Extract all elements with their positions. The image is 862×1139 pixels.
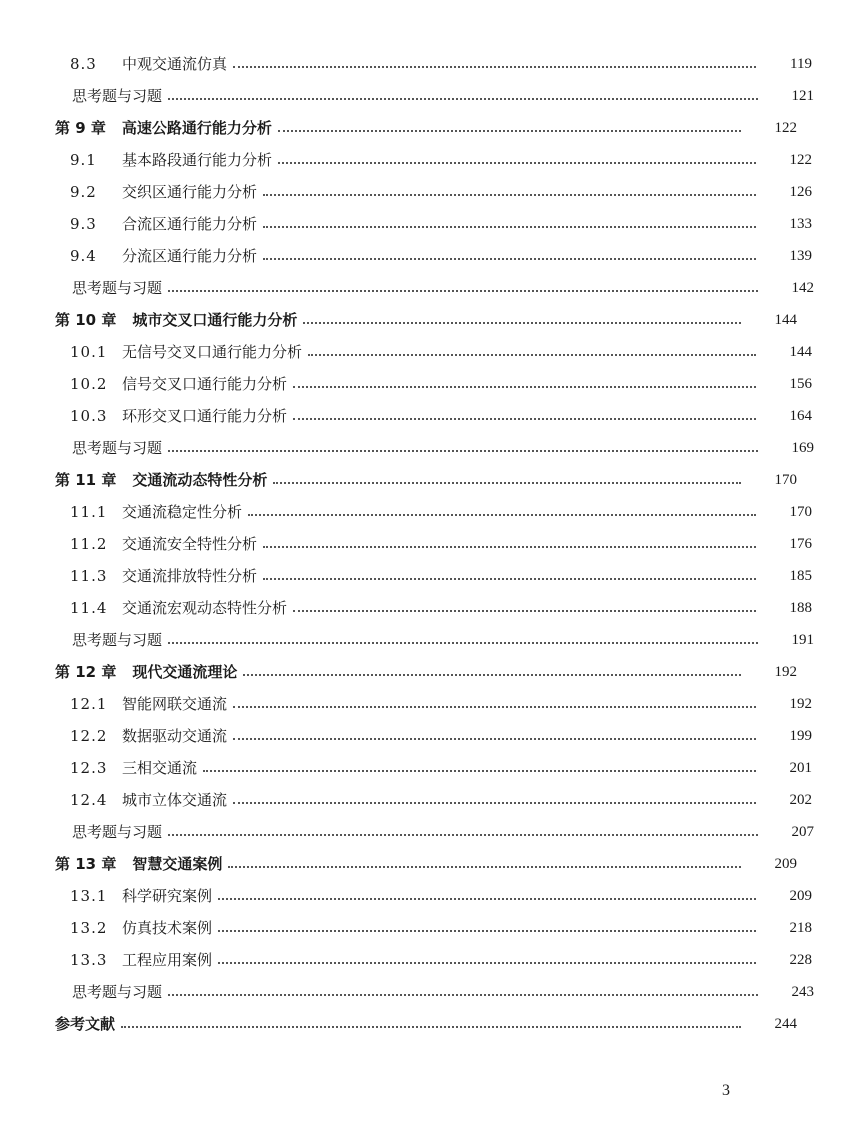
- toc-entry-page: 133: [789, 215, 812, 232]
- toc-entry-title: 智能网联交通流: [122, 694, 228, 713]
- toc-entry-page: 144: [774, 311, 797, 328]
- page-number: 3: [722, 1082, 730, 1099]
- toc-entry-number: 第 12 章: [55, 662, 117, 681]
- dot-leader: [248, 513, 756, 516]
- toc-entry-number: 第 11 章: [55, 470, 117, 489]
- toc-entry-page: 156: [789, 375, 812, 392]
- toc-entry-number: 8.3: [70, 54, 97, 73]
- dot-leader: [218, 897, 756, 900]
- toc-entry-chapter: [0, 464, 845, 496]
- dot-leader: [243, 673, 741, 676]
- toc-entry-exercise: [0, 816, 862, 848]
- toc-entry-page: 207: [791, 823, 814, 840]
- toc-entry-page: 188: [789, 599, 812, 616]
- toc-entry-title: 交通流宏观动态特性分析: [122, 598, 288, 617]
- toc-entry-page: 121: [791, 87, 814, 104]
- toc-entry-number: 12.3: [70, 758, 108, 777]
- toc-entry-section: [0, 944, 860, 976]
- dot-leader: [308, 353, 756, 356]
- toc-entry-title: 思考题与习题: [72, 982, 163, 1001]
- toc-entry-exercise: [0, 80, 862, 112]
- toc-entry-chapter: [0, 656, 845, 688]
- dot-leader: [168, 641, 758, 644]
- toc-entry-number: 11.1: [70, 502, 108, 521]
- toc-entry-title: 现代交通流理论: [132, 662, 238, 681]
- dot-leader: [293, 609, 756, 612]
- toc-entry-section: [0, 176, 860, 208]
- dot-leader: [233, 705, 756, 708]
- dot-leader: [303, 321, 741, 324]
- dot-leader: [263, 193, 756, 196]
- toc-entry-exercise: [0, 272, 862, 304]
- toc-entry-title: 科学研究案例: [122, 886, 213, 905]
- toc-entry-number: 10.1: [70, 342, 108, 361]
- toc-entry-title: 城市交叉口通行能力分析: [132, 310, 298, 329]
- toc-entry-title: 智慧交通案例: [132, 854, 223, 873]
- toc-entry-page: 164: [789, 407, 812, 424]
- toc-entry-section: [0, 400, 860, 432]
- toc-entry-number: 10.3: [70, 406, 108, 425]
- toc-entry-number: 10.2: [70, 374, 108, 393]
- toc-entry-number: 13.3: [70, 950, 108, 969]
- dot-leader: [263, 577, 756, 580]
- toc-entry-title: 无信号交叉口通行能力分析: [122, 342, 303, 361]
- dot-leader: [168, 449, 758, 452]
- toc-entry-page: 243: [791, 983, 814, 1000]
- toc-entry-page: 119: [790, 55, 812, 72]
- toc-entry-section: [0, 240, 860, 272]
- toc-entry-section: [0, 144, 860, 176]
- toc-entry-page: 126: [789, 183, 812, 200]
- toc-entry-title: 信号交叉口通行能力分析: [122, 374, 288, 393]
- toc-entry-title: 工程应用案例: [122, 950, 213, 969]
- toc-entry-page: 185: [789, 567, 812, 584]
- toc-entry-page: 170: [789, 503, 812, 520]
- toc-entry-section: [0, 336, 860, 368]
- toc-entry-title: 交织区通行能力分析: [122, 182, 258, 201]
- toc-entry-page: 139: [789, 247, 812, 264]
- dot-leader: [273, 481, 741, 484]
- toc-entry-page: 169: [791, 439, 814, 456]
- toc-entry-title: 交通流动态特性分析: [132, 470, 268, 489]
- toc-entry-title: 仿真技术案例: [122, 918, 213, 937]
- toc-entry-page: 122: [789, 151, 812, 168]
- toc-entry-section: [0, 560, 860, 592]
- dot-leader: [203, 769, 756, 772]
- toc-entry-title: 环形交叉口通行能力分析: [122, 406, 288, 425]
- toc-entry-page: 122: [774, 119, 797, 136]
- toc-entry-section: [0, 688, 860, 720]
- toc-entry-section: [0, 880, 860, 912]
- dot-leader: [293, 385, 756, 388]
- toc-entry-title: 数据驱动交通流: [122, 726, 228, 745]
- toc-entry-page: 201: [789, 759, 812, 776]
- toc-entry-title: 思考题与习题: [72, 630, 163, 649]
- toc-entry-title: 合流区通行能力分析: [122, 214, 258, 233]
- dot-leader: [293, 417, 756, 420]
- toc-entry-page: 192: [789, 695, 812, 712]
- toc-entry-ref: [0, 1008, 845, 1040]
- toc-entry-chapter: [0, 304, 845, 336]
- toc-entry-title: 高速公路通行能力分析: [121, 118, 272, 137]
- toc-entry-chapter: [0, 848, 845, 880]
- toc-entry-section: [0, 752, 860, 784]
- toc-entry-title: 交通流稳定性分析: [122, 502, 243, 521]
- dot-leader: [263, 257, 756, 260]
- toc-entry-number: 12.4: [70, 790, 108, 809]
- toc-entry-section: [0, 496, 860, 528]
- dot-leader: [218, 961, 756, 964]
- toc-entry-title: 交通流安全特性分析: [122, 534, 258, 553]
- dot-leader: [168, 97, 758, 100]
- dot-leader: [168, 833, 758, 836]
- toc-entry-number: 11.3: [70, 566, 108, 585]
- toc-entry-page: 191: [791, 631, 814, 648]
- toc-entry-section: [0, 368, 860, 400]
- toc-entry-number: 第 13 章: [55, 854, 117, 873]
- toc-entry-number: 9.1: [70, 150, 97, 169]
- toc-entry-page: 202: [789, 791, 812, 808]
- toc-entry-page: 192: [774, 663, 797, 680]
- dot-leader: [263, 225, 756, 228]
- toc-entry-page: 142: [791, 279, 814, 296]
- toc-entry-number: 11.2: [70, 534, 108, 553]
- toc-entry-number: 13.2: [70, 918, 108, 937]
- toc-entry-number: 第 9 章: [55, 118, 106, 137]
- dot-leader: [233, 737, 756, 740]
- toc-entry-chapter: [0, 112, 845, 144]
- toc-entry-title: 参考文献: [55, 1014, 116, 1033]
- toc-entry-page: 228: [789, 951, 812, 968]
- toc-entry-section: [0, 528, 860, 560]
- toc-entry-title: 思考题与习题: [72, 822, 163, 841]
- dot-leader: [233, 801, 756, 804]
- toc-entry-title: 思考题与习题: [72, 278, 163, 297]
- toc-entry-page: 244: [774, 1015, 797, 1032]
- dot-leader: [278, 129, 741, 132]
- toc-entry-number: 9.4: [70, 246, 97, 265]
- toc-entry-number: 12.2: [70, 726, 108, 745]
- toc-entry-page: 209: [774, 855, 797, 872]
- toc-entry-number: 13.1: [70, 886, 108, 905]
- toc-entry-page: 144: [789, 343, 812, 360]
- toc-entry-page: 218: [789, 919, 812, 936]
- toc-entry-section: [0, 592, 860, 624]
- toc-entry-page: 176: [789, 535, 812, 552]
- dot-leader: [233, 65, 756, 68]
- toc-entry-title: 中观交通流仿真: [122, 54, 228, 73]
- toc-entry-section: [0, 912, 860, 944]
- toc-entry-page: 170: [774, 471, 797, 488]
- toc-entry-title: 基本路段通行能力分析: [122, 150, 273, 169]
- dot-leader: [121, 1025, 741, 1028]
- dot-leader: [228, 865, 741, 868]
- toc-entry-section: [0, 784, 860, 816]
- toc-entry-section: [0, 208, 860, 240]
- dot-leader: [168, 289, 758, 292]
- toc-entry-exercise: [0, 624, 862, 656]
- toc-entry-section: [0, 48, 860, 80]
- toc-entry-page: 209: [789, 887, 812, 904]
- toc-entry-exercise: [0, 432, 862, 464]
- toc-entry-section: [0, 720, 860, 752]
- toc-entry-page: 199: [789, 727, 812, 744]
- toc-entry-number: 第 10 章: [55, 310, 117, 329]
- toc-entry-title: 交通流排放特性分析: [122, 566, 258, 585]
- toc-entry-title: 思考题与习题: [72, 86, 163, 105]
- toc-entry-title: 分流区通行能力分析: [122, 246, 258, 265]
- toc-entry-number: 12.1: [70, 694, 108, 713]
- toc-entry-title: 思考题与习题: [72, 438, 163, 457]
- dot-leader: [218, 929, 756, 932]
- toc-entry-exercise: [0, 976, 862, 1008]
- toc-entry-number: 9.3: [70, 214, 97, 233]
- dot-leader: [263, 545, 756, 548]
- toc-entry-number: 11.4: [70, 598, 108, 617]
- toc-entry-title: 城市立体交通流: [122, 790, 228, 809]
- toc-entry-number: 9.2: [70, 182, 97, 201]
- toc-entry-title: 三相交通流: [122, 758, 198, 777]
- dot-leader: [278, 161, 756, 164]
- dot-leader: [168, 993, 758, 996]
